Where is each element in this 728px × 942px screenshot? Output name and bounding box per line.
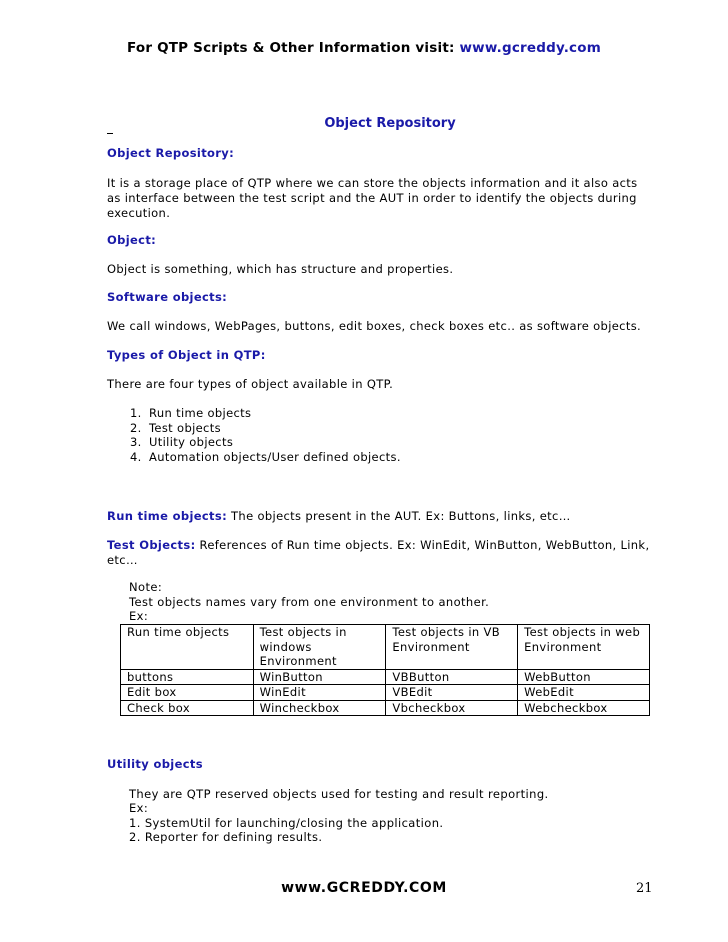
- page-number: 21: [636, 881, 653, 896]
- table-cell: WinEdit: [253, 685, 386, 701]
- utility-line-1: They are QTP reserved objects used for testing and result reporting.: [129, 787, 549, 801]
- types-heading: Types of Object in QTP:: [107, 348, 266, 362]
- table-cell: VBEdit: [386, 685, 518, 701]
- objects-table: [120, 624, 650, 716]
- run-time-objects-heading: Run time objects:: [107, 509, 228, 523]
- test-objects-paragraph: [107, 538, 655, 568]
- types-body: There are four types of object available in QTP.: [107, 377, 394, 391]
- header-link[interactable]: www.gcreddy.com: [459, 40, 602, 56]
- list-item: 3. Utility objects: [130, 435, 234, 449]
- table-cell: Vbcheckbox: [386, 700, 518, 716]
- table-cell: Edit box: [121, 685, 254, 701]
- test-objects-body: References of Run time objects. Ex: WinEdit, WinButton, WebButton, Link, etc…: [107, 538, 650, 567]
- page-header: [0, 40, 728, 56]
- table-header-cell: Test objects in VB Environment: [386, 625, 518, 670]
- table-row: [121, 669, 650, 685]
- table-cell: WinButton: [253, 669, 386, 685]
- utility-ex: Ex:: [129, 801, 149, 815]
- utility-line-2: 1. SystemUtil for launching/closing the application.: [129, 816, 444, 830]
- table-header-cell: Run time objects: [121, 625, 254, 670]
- software-objects-body: We call windows, WebPages, buttons, edit boxes, check boxes etc.. as software objects.: [107, 319, 642, 333]
- table-cell: Check box: [121, 700, 254, 716]
- list-item: 2. Test objects: [130, 421, 221, 435]
- table-cell: buttons: [121, 669, 254, 685]
- footer-site[interactable]: www.GCREDDY.COM: [281, 880, 447, 896]
- table-header-cell: Test objects in windows Environment: [253, 625, 386, 670]
- document-title: Object Repository: [324, 116, 456, 131]
- list-item: 4. Automation objects/User defined objects.: [130, 450, 401, 464]
- object-heading: Object:: [107, 233, 157, 247]
- table-cell: WebEdit: [518, 685, 650, 701]
- run-time-objects-body: The objects present in the AUT. Ex: Buttons, links, etc…: [227, 509, 571, 523]
- note-text: Test objects names vary from one environment to another.: [129, 595, 490, 609]
- table-cell: VBButton: [386, 669, 518, 685]
- utility-line-3: 2. Reporter for defining results.: [129, 830, 323, 844]
- underscore-mark: [107, 133, 113, 134]
- header-text: For QTP Scripts & Other Information visit:: [126, 40, 460, 56]
- table-header-cell: Test objects in web Environment: [518, 625, 650, 670]
- object-repository-body: It is a storage place of QTP where we can store the objects information and it also acts as interface between the test script and the AUT in order to identify the objects during execution.: [107, 176, 638, 220]
- table-cell: Webcheckbox: [518, 700, 650, 716]
- list-item: 1. Run time objects: [130, 406, 252, 420]
- note-ex: Ex:: [129, 609, 149, 623]
- test-objects-heading: Test Objects:: [107, 538, 196, 552]
- table-row: [121, 700, 650, 716]
- table-cell: Wincheckbox: [253, 700, 386, 716]
- table-cell: WebButton: [518, 669, 650, 685]
- table-header-row: [121, 625, 650, 670]
- software-objects-heading: Software objects:: [107, 290, 228, 304]
- run-time-objects-paragraph: [107, 509, 655, 524]
- utility-objects-heading: Utility objects: [107, 757, 203, 771]
- object-repository-heading: Object Repository:: [107, 146, 235, 160]
- note-label: Note:: [129, 580, 163, 594]
- table-row: [121, 685, 650, 701]
- object-body: Object is something, which has structure and properties.: [107, 262, 454, 276]
